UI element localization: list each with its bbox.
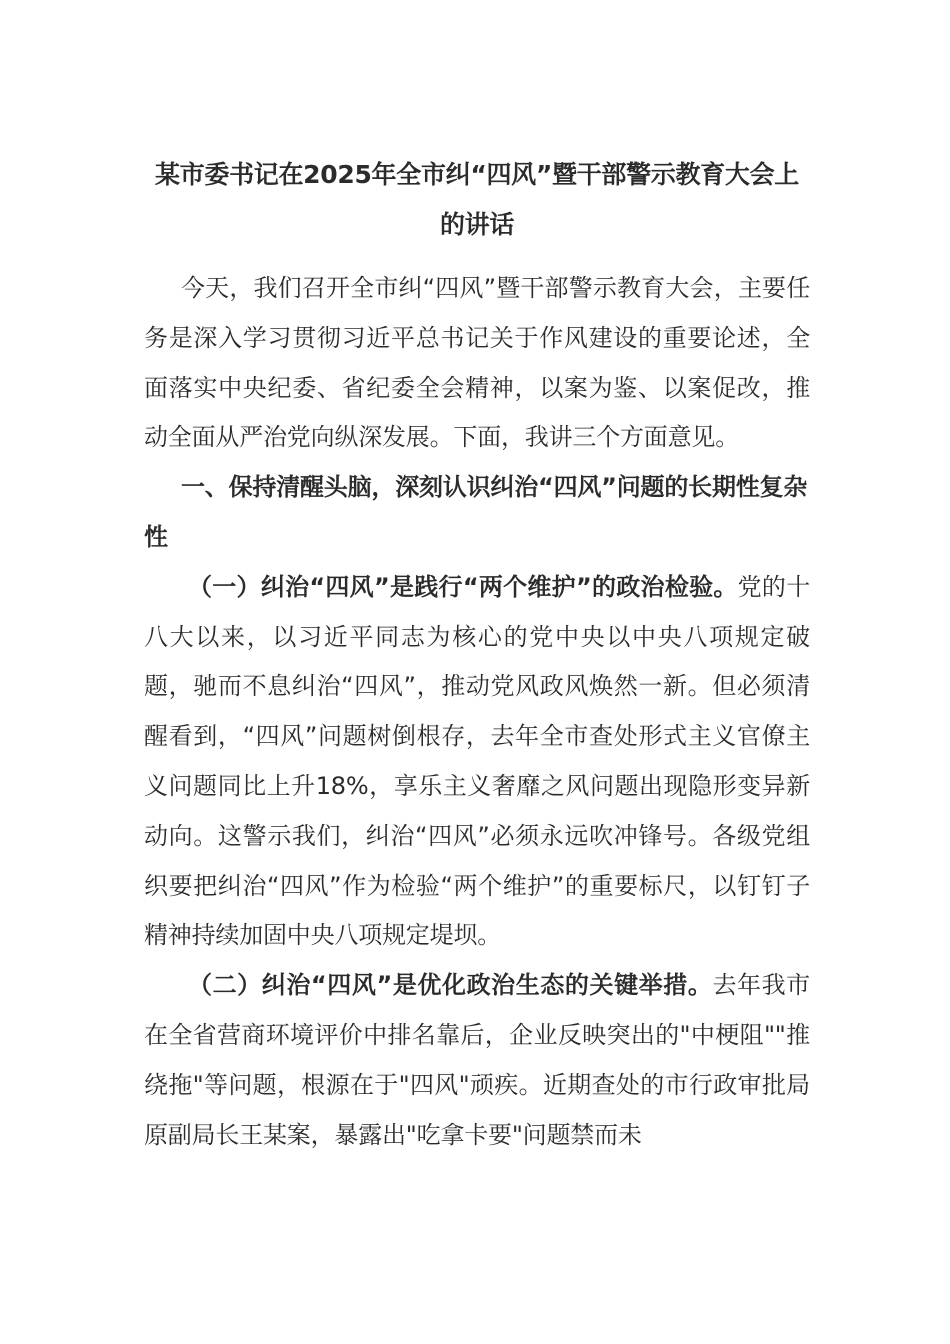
subsection-1-paragraph (144, 563, 810, 961)
subsection-2-lead: （二）纠治“四风”是优化政治生态的关键举措。 (188, 971, 713, 1000)
document-title: 某市委书记在2025年全市纠“四风”暨干部警示教育大会上的讲话 (154, 160, 800, 239)
subsection-1-body: 党的十八大以来，以习近平同志为核心的党中央以中央八项规定破题，驰而不息纠治“四风”，推动党风政风焕然一新。但必须清醒看到，“四风”问题树倒根存，去年全市查处形式主义官僚主义问题同比上升18%，享乐主义奢靡之风问题出现隐形变异新动向。这警示我们，纠治“四风”必须永远吹冲锋号。各级党组织要把纠治“四风”作为检验“两个维护”的重要标尺，以钉钉子精神持续加固中央八项规定堤坝。 (144, 572, 811, 950)
subsection-1-lead: （一）纠治“四风”是践行“两个维护”的政治检验。 (188, 572, 738, 601)
subsection-2-body: 去年我市在全省营商环境评价中排名靠后，企业反映突出的"中梗阻""推绕拖"等问题，根源在于"四风"顽疾。近期查处的市行政审批局原副局长王某案，暴露出"吃拿卡要"问题禁而未 (144, 971, 810, 1149)
section-heading-1: 一、保持清醒头脑，深刻认识纠治“四风”问题的长期性复杂性 (144, 473, 808, 551)
subsection-2-paragraph (144, 961, 810, 1160)
document-page (144, 150, 810, 1160)
intro-paragraph: 今天，我们召开全市纠“四风”暨干部警示教育大会，主要任务是深入学习贯彻习近平总书记关于作风建设的重要论述，全面落实中央纪委、省纪委全会精神，以案为鉴、以案促改，推动全面从严治党向纵深发展。下面，我讲三个方面意见。 (144, 274, 810, 452)
